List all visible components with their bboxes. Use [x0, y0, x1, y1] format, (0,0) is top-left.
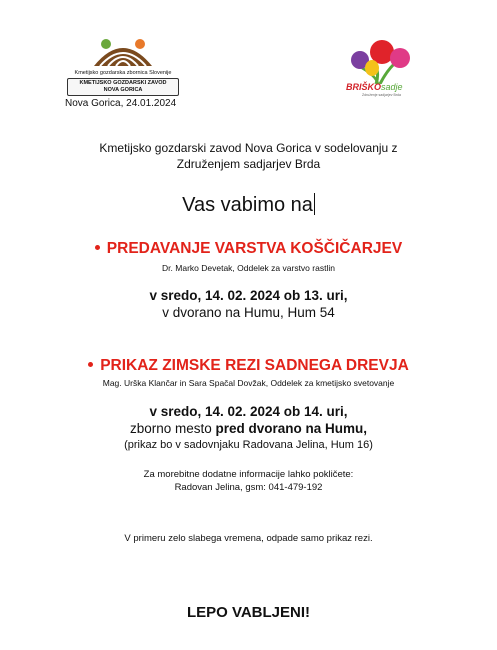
event-2-when: v sredo, 14. 02. 2024 ob 14. uri, — [149, 404, 348, 419]
headline-text: Vas vabimo na — [182, 194, 313, 216]
contact-line1: Za morebitne dodatne informacije lahko pokličete: — [143, 469, 354, 480]
org-top-label: Kmetijsko gozdarska zbornica Slovenije — [74, 70, 172, 76]
event-2-details — [0, 403, 497, 437]
contact-info — [0, 468, 497, 494]
event-2-title — [0, 357, 497, 375]
date-line: Nova Gorica, 24.01.2024 — [65, 98, 177, 109]
brand-label — [346, 82, 403, 92]
intro-text — [0, 140, 497, 172]
event-2-where — [0, 420, 497, 437]
brand-tagline: Združenje sadjarjev Brda — [362, 93, 401, 97]
brisko-sadje-logo — [336, 38, 426, 100]
event-2-where-bold: pred dvorano na Humu, — [215, 421, 368, 436]
org-box-label — [67, 78, 179, 96]
event-2-title-text: PRIKAZ ZIMSKE REZI SADNEGA DREVJA — [100, 357, 409, 374]
bullet-icon — [95, 245, 100, 250]
closing-text: LEPO VABLJENI! — [186, 604, 311, 621]
headline — [0, 193, 497, 217]
event-1-title-text: PREDAVANJE VARSTVA KOŠČIČARJEV — [106, 240, 403, 257]
kgzs-emblem-icon — [88, 36, 158, 68]
event-1-when: v sredo, 14. 02. 2024 ob 13. uri, — [149, 288, 348, 303]
fruit-tree-icon — [336, 38, 426, 84]
intro-line2: Združenjem sadjarjev Brda — [176, 157, 321, 171]
event-1-details — [0, 287, 497, 321]
bullet-icon — [88, 362, 93, 367]
contact-line2: Radovan Jelina, gsm: 041-479-192 — [174, 482, 323, 493]
event-2-note: (prikaz bo v sadovnjaku Radovana Jelina, Hum 16) — [124, 439, 373, 451]
brand-light: sadje — [381, 82, 403, 92]
event-1-where: v dvorano na Humu, Hum 54 — [162, 305, 335, 320]
kgzs-logo — [62, 36, 184, 96]
weather-note: V primeru zelo slabega vremena, odpade samo prikaz rezi. — [124, 533, 373, 544]
org-box-line2: NOVA GORICA — [103, 87, 143, 93]
event-2-where-prefix: zborno mesto — [129, 421, 216, 436]
text-cursor — [314, 193, 315, 215]
event-2-speaker: Mag. Urška Klančar in Sara Spačal Dovžak, Oddelek za kmetijsko svetovanje — [102, 378, 395, 388]
brand-bold: BRIŠKO — [346, 82, 382, 92]
intro-line1: Kmetijsko gozdarski zavod Nova Gorica v sodelovanju z — [99, 141, 398, 155]
event-1-speaker: Dr. Marko Devetak, Oddelek za varstvo rastlin — [162, 263, 335, 273]
org-box-line1: KMETIJSKO GOZDARSKI ZAVOD — [79, 80, 167, 86]
event-1-title — [0, 240, 497, 258]
